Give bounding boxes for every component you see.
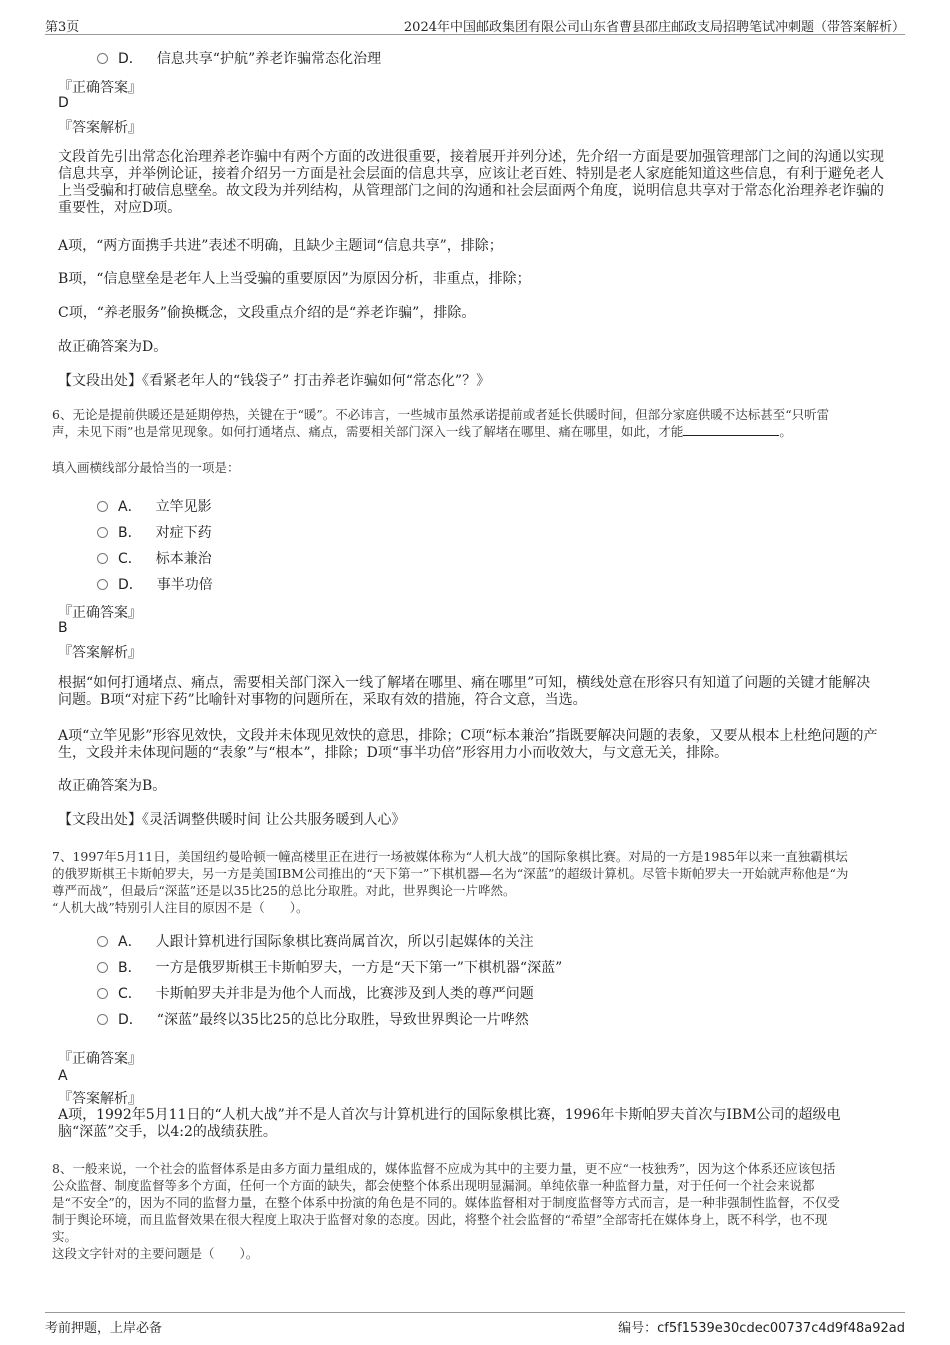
q5-option-d[interactable]: D． 信息共享“护航”养老诈骗常态化治理: [97, 48, 381, 68]
q6-option-b[interactable]: B． 对症下药: [97, 522, 212, 542]
analysis-conclusion: 故正确答案为D。: [58, 339, 168, 355]
radio-icon[interactable]: [97, 988, 108, 999]
correct-answer-value: D: [58, 95, 69, 111]
q7-option-a[interactable]: A． 人跟计算机进行国际象棋比赛尚属首次，所以引起媒体的关注: [97, 931, 534, 951]
question-stem: 8、一般来说，一个社会的监督体系是由多方面力量组成的，媒体监督不应成为其中的主要力量，更不应“一枝独秀”，因为这个体系还应该包括 公众监督、制度监督等多个方面，任何一个方面的缺失，都会使整个体系出现明显漏洞。单纯依靠一种监督力量，对于任何一个社会来说都 是“不安全”的，因为不同的监督力量，在整个体系中扮演的角色是不同的。媒体监督相对于制度监督等方式而言，是一种非强制性监督，不仅受 制于舆论环境，而且监督效果在很大程度上取决于监督对象的态度。因此，将整个社会监督的“希望”全部寄托在媒体身上，既不科学，也不现 实。 这段文字针对的主要问题是（ ）。: [52, 1161, 840, 1261]
question-stem: 6、无论是提前供暖还是延期停热，关键在于“暖”。不必讳言，一些城市虽然承诺提前或者延长供暖时间，但部分家庭供暖不达标甚至“只听雷 声，未见下雨”也是常见现象。如何打通堵点、痛点，需要相关部门深入一线了解堵在哪里、痛在哪里，如此，才能 。: [52, 407, 830, 439]
analysis-paragraph: C项，“养老服务”偷换概念，文段重点介绍的是“养老诈骗”，排除。: [58, 305, 476, 321]
question-stem: 7、1997年5月11日，美国纽约曼哈顿一幢高楼里正在进行一场被媒体称为“人机大战”的国际象棋比赛。对局的一方是1985年以来一直独霸棋坛 的俄罗斯棋王卡斯帕罗夫，另一方是美国IBM公司推出的“天下第一”下棋机器—名为“深蓝”的超级计算机。尽管卡斯帕罗夫一开始就声称他是“为 尊严而战”，但最后“深蓝”还是以35比25的总比分取胜。对此，世界舆论一片哗然。 “人机大战”特别引人注目的原因不是（ ）。: [52, 849, 849, 915]
analysis-label: 『答案解析』: [58, 645, 142, 661]
document-title: 2024年中国邮政集团有限公司山东省曹县邵庄邮政支局招聘笔试冲刺题（带答案解析）: [403, 20, 905, 35]
passage-source: 【文段出处】《灵活调整供暖时间 让公共服务暖到人心》: [58, 812, 406, 828]
passage-source: 【文段出处】《看紧老年人的“钱袋子” 打击养老诈骗如何“常态化”？》: [58, 373, 491, 389]
page-footer: [45, 1312, 905, 1335]
page-number: 第3页: [45, 20, 80, 35]
radio-icon[interactable]: [97, 936, 108, 947]
page-header: [45, 14, 905, 35]
document-code: 编号：cf5f1539e30cdec00737c4d9f48a92ad: [618, 1321, 905, 1336]
question-prompt: 填入画横线部分最恰当的一项是：: [52, 460, 240, 475]
correct-answer-label: 『正确答案』: [58, 1051, 142, 1067]
q6-option-c[interactable]: C． 标本兼治: [97, 548, 212, 568]
radio-icon[interactable]: [97, 1014, 108, 1025]
analysis-paragraph: A项，“两方面携手共进”表述不明确，且缺少主题词“信息共享”，排除；: [58, 238, 503, 254]
correct-answer-value: A: [58, 1068, 68, 1084]
radio-icon[interactable]: [97, 527, 108, 538]
analysis-paragraph: 根据“如何打通堵点、痛点，需要相关部门深入一线了解堵在哪里、痛在哪里”可知，横线处意在形容只有知道了问题的关键才能解决问题。B项“对症下药”比喻针对事物的问题所在，采取有效的措施，符合文意，当选。: [58, 675, 871, 708]
analysis-label: 『答案解析』: [58, 120, 142, 136]
correct-answer-label: 『正确答案』: [58, 80, 142, 96]
radio-icon[interactable]: [97, 962, 108, 973]
analysis-paragraph: A项，1992年5月11日的“人机大战”并不是人首次与计算机进行的国际象棋比赛，1996年卡斯帕罗夫首次与IBM公司的超级电 脑“深蓝”交手，以4:2的战绩获胜。: [58, 1107, 841, 1140]
analysis-paragraph: A项“立竿见影”形容见效快，文段并未体现见效快的意思，排除；C项“标本兼治”指既要解决问题的表象，又要从根本上杜绝问题的产生，文段并未体现问题的“表象”与“根本”，排除；D项“事半功倍”形容用力小而收效大，与文意无关，排除。: [58, 728, 878, 761]
radio-icon[interactable]: [97, 553, 108, 564]
q6-option-a[interactable]: A． 立竿见影: [97, 496, 212, 516]
radio-icon[interactable]: [97, 579, 108, 590]
q7-option-c[interactable]: C． 卡斯帕罗夫并非是为他个人而战，比赛涉及到人类的尊严问题: [97, 983, 534, 1003]
q7-option-d[interactable]: D． “深蓝”最终以35比25的总比分取胜，导致世界舆论一片哗然: [97, 1009, 529, 1029]
footer-slogan: 考前押题，上岸必备: [45, 1321, 163, 1336]
analysis-paragraph: B项，“信息壁垒是老年人上当受骗的重要原因”为原因分析，非重点，排除；: [58, 271, 531, 287]
q6-option-d[interactable]: D． 事半功倍: [97, 574, 213, 594]
correct-answer-label: 『正确答案』: [58, 605, 142, 621]
q7-option-b[interactable]: B． 一方是俄罗斯棋王卡斯帕罗夫，一方是“天下第一”下棋机器“深蓝”: [97, 957, 562, 977]
analysis-conclusion: 故正确答案为B。: [58, 778, 167, 794]
analysis-label: 『答案解析』: [58, 1091, 142, 1107]
radio-icon[interactable]: [97, 53, 108, 64]
radio-icon[interactable]: [97, 501, 108, 512]
analysis-paragraph: 文段首先引出常态化治理养老诈骗中有两个方面的改进很重要，接着展开并列分述，先介绍一方面是要加强管理部门之间的沟通以实现信息共享，并举例论证，接着介绍另一方面是社会层面的信息共享，应该让老百姓、特别是老人家庭能知道这些信息，有利于避免老人上当受骗和打破信息壁垒。故文段为并列结构，从管理部门之间的沟通和社会层面两个角度，说明信息共享对于常态化治理养老诈骗的重要性，对应D项。: [58, 149, 884, 216]
correct-answer-value: B: [58, 620, 68, 636]
fill-blank-line: [683, 423, 779, 436]
